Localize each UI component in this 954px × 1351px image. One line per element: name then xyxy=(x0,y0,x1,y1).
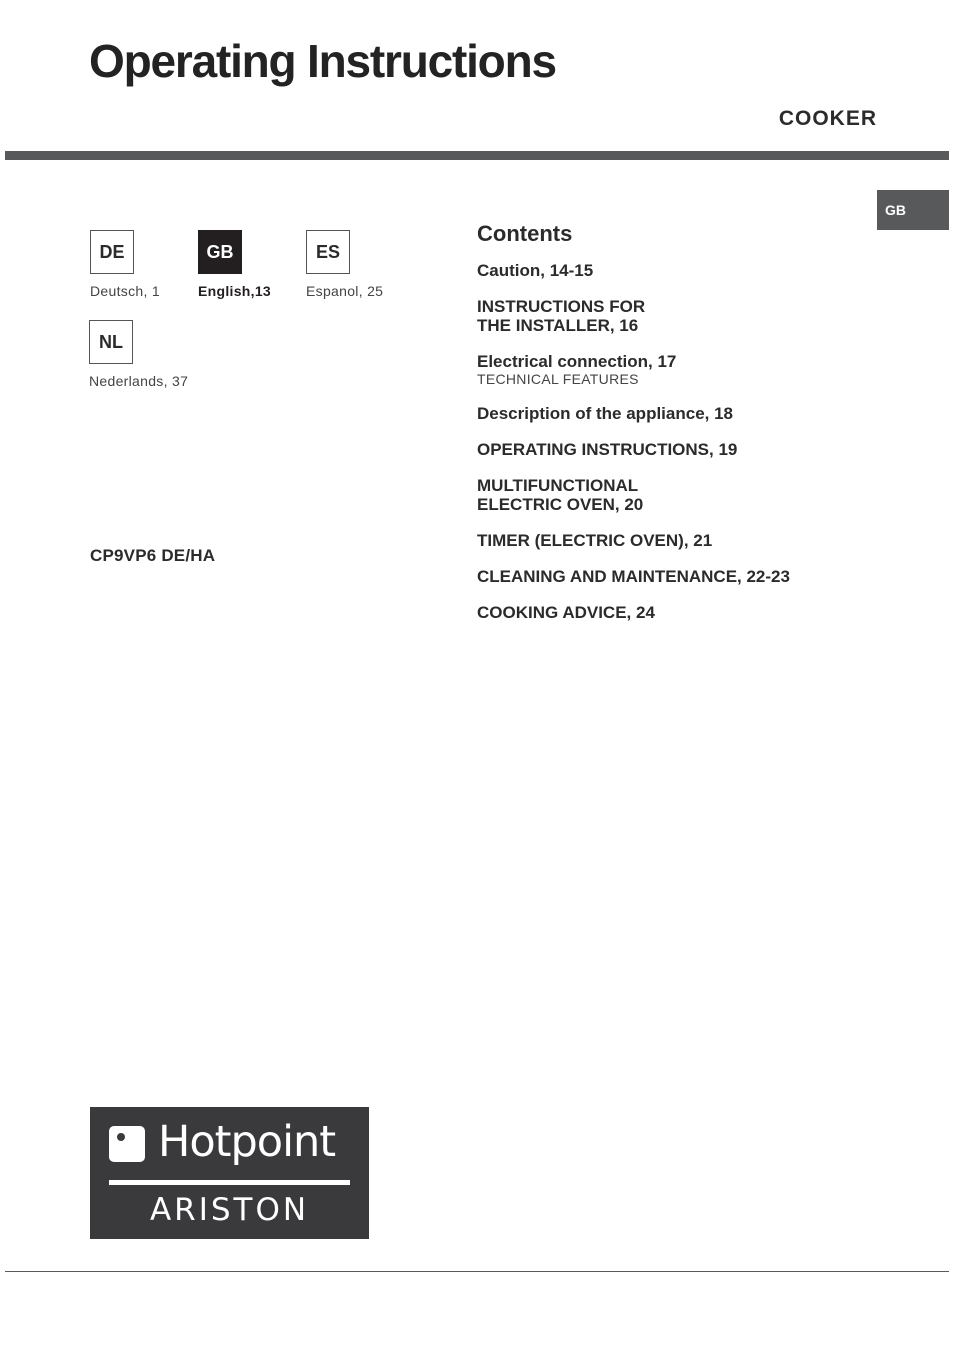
page-title: Operating Instructions xyxy=(89,35,556,87)
logo-divider xyxy=(109,1180,350,1185)
language-side-tab: GB xyxy=(877,190,949,230)
header-divider xyxy=(5,151,949,160)
toc-item-title: MULTIFUNCTIONAL ELECTRIC OVEN, 20 xyxy=(477,476,644,514)
brand-logo xyxy=(90,1107,369,1239)
product-type: COOKER xyxy=(778,107,877,130)
toc-item[interactable] xyxy=(477,404,877,423)
toc-item[interactable] xyxy=(477,531,877,550)
toc-item-title: Electrical connection, 17 xyxy=(477,352,677,371)
language-code-box: NL xyxy=(89,320,133,364)
toc-item-title: TIMER (ELECTRIC OVEN), 21 xyxy=(477,531,713,550)
language-de[interactable] xyxy=(90,230,160,299)
toc-item-title: Caution, 14-15 xyxy=(477,261,594,280)
language-gb[interactable] xyxy=(198,230,271,299)
language-label: Espanol, 25 xyxy=(306,283,384,299)
language-code-box: GB xyxy=(198,230,242,274)
logo-mark-icon xyxy=(109,1126,145,1162)
language-nl[interactable] xyxy=(89,320,188,389)
logo-brand-top: Hotpoint xyxy=(158,1117,336,1167)
toc-item-subtitle: TECHNICAL FEATURES xyxy=(477,371,639,387)
logo-brand-bottom: ARISTON xyxy=(149,1192,310,1228)
language-code-box: DE xyxy=(90,230,134,274)
toc-item-title: INSTRUCTIONS FOR THE INSTALLER, 16 xyxy=(477,297,646,335)
toc-item-title: OPERATING INSTRUCTIONS, 19 xyxy=(477,440,738,459)
table-of-contents xyxy=(477,221,877,639)
language-label: Nederlands, 37 xyxy=(89,373,189,389)
contents-heading: Contents xyxy=(477,221,573,246)
toc-list xyxy=(477,261,877,622)
language-code-box: ES xyxy=(306,230,350,274)
model-number: CP9VP6 DE/HA xyxy=(90,546,216,565)
toc-item[interactable] xyxy=(477,567,877,586)
toc-item[interactable] xyxy=(477,476,877,514)
toc-item[interactable] xyxy=(477,440,877,459)
toc-item[interactable] xyxy=(477,297,877,335)
toc-item-title: COOKING ADVICE, 24 xyxy=(477,603,655,622)
language-es[interactable] xyxy=(306,230,383,299)
toc-item[interactable] xyxy=(477,603,877,622)
toc-item[interactable] xyxy=(477,352,877,387)
language-label: English,13 xyxy=(198,283,272,299)
language-label: Deutsch, 1 xyxy=(90,283,160,299)
footer-divider xyxy=(5,1271,949,1272)
toc-item-title: CLEANING AND MAINTENANCE, 22-23 xyxy=(477,567,790,586)
toc-item[interactable] xyxy=(477,261,877,280)
toc-item-title: Description of the appliance, 18 xyxy=(477,404,734,423)
